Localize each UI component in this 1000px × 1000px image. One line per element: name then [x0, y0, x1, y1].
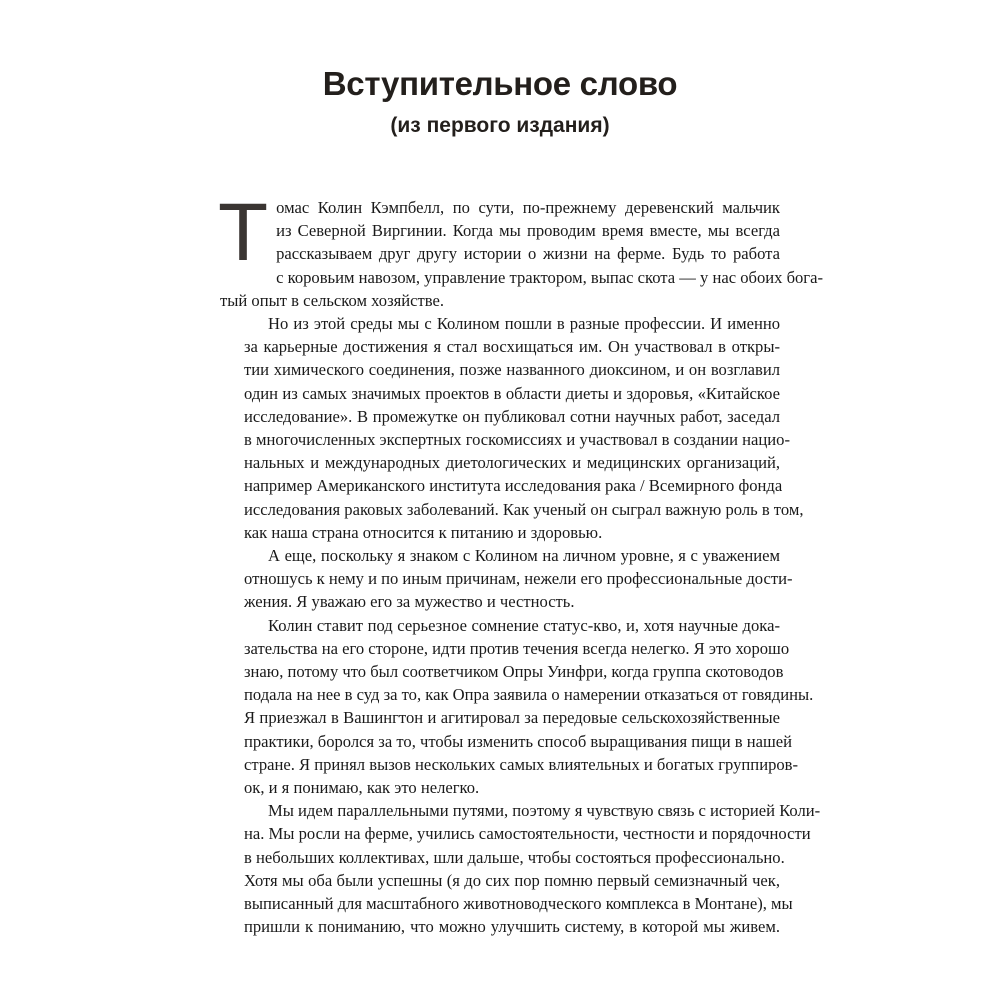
text-line: тый опыт в сельском хозяйстве.	[220, 290, 445, 310]
text-line: за карьерные достижения я стал восхищаться им. Он участвовал в откры-	[244, 337, 780, 357]
text-line: выписанный для масштабного животноводческого комплекса в Монтане), мы	[244, 894, 793, 914]
text-line: А еще, поскольку я знаком с Колином на личном уровне, я с уважением	[268, 546, 780, 566]
text-line: знаю, потому что был соответчиком Опры Уинфри, когда группа скотоводов	[244, 662, 784, 682]
page-title: Вступительное слово	[322, 65, 678, 102]
text-line: стране. Я принял вызов нескольких самых влиятельных и богатых группиров-	[244, 754, 799, 774]
text-line: отношусь к нему и по иным причинам, нежели его профессиональные дости-	[244, 569, 793, 589]
text-line: в небольших коллективах, шли дальше, чтобы состояться профессионально.	[244, 847, 785, 867]
text-line: Я приезжал в Вашингтон и агитировал за передовые сельскохозяйственные	[244, 708, 780, 728]
text-line: жения. Я уважаю его за мужество и честность.	[244, 592, 575, 612]
text-line: Хотя мы оба были успешны (я до сих пор помню первый семизначный чек,	[244, 870, 780, 890]
text-line: ок, и я понимаю, как это нелегко.	[244, 778, 480, 798]
text-line: исследования раковых заболеваний. Как ученый он сыграл важную роль в том,	[244, 499, 804, 519]
text-line: один из самых значимых проектов в области диеты и здоровья, «Китайское	[244, 383, 780, 403]
text-line: с коровьим навозом, управление трактором, выпас скота — у нас обоих бога-	[276, 267, 824, 287]
text-line: омас Колин Кэмпбелл, по сути, по-прежнему деревенский мальчик	[276, 198, 780, 217]
text-line: нальных и международных диетологических и медицинских организаций,	[244, 453, 780, 473]
text-line: например Американского института исследования рака / Всемирного фонда	[244, 476, 783, 496]
text-line: как наша страна относится к питанию и здоровью.	[244, 522, 603, 542]
text-line: подала на нее в суд за то, как Опра заявила о намерении отказаться от говядины.	[244, 685, 814, 705]
paragraph-5	[220, 799, 821, 938]
text-line: пришли к пониманию, что можно улучшить систему, в которой мы живем.	[244, 917, 780, 937]
text-line: Мы идем параллельными путями, поэтому я чувствую связь с историей Коли-	[268, 801, 821, 821]
page-subtitle: (из первого издания)	[390, 114, 610, 137]
text-line: в многочисленных экспертных госкомиссиях и участвовал в создании нацио-	[244, 430, 790, 450]
text-line: на. Мы росли на ферме, учились самостоятельности, честности и порядочности	[244, 824, 811, 844]
text-line: Колин ставит под серьезное сомнение статус-кво, и, хотя научные дока-	[268, 615, 780, 635]
paragraph-4	[220, 614, 814, 800]
drop-cap: Т	[218, 187, 269, 278]
text-line: из Северной Виргинии. Когда мы проводим время вместе, мы всегда	[276, 221, 780, 241]
text-line: тии химического соединения, позже названного диоксином, и он возглавил	[244, 360, 780, 380]
text-line: рассказываем друг другу истории о жизни на ферме. Будь то работа	[276, 244, 780, 264]
body-text	[218, 187, 824, 939]
text-line: исследование». В промежутке он публиковал сотни научных работ, заседал	[244, 406, 780, 426]
text-line: практики, боролся за то, чтобы изменить способ выращивания пищи в нашей	[244, 731, 793, 751]
text-line: зательства на его стороне, идти против течения всегда нелегко. Я это хорошо	[244, 638, 790, 658]
paragraph-1	[218, 187, 824, 312]
text-line: Но из этой среды мы с Колином пошли в разные профессии. И именно	[268, 314, 780, 334]
paragraph-2	[220, 312, 804, 544]
paragraph-3	[220, 544, 793, 614]
